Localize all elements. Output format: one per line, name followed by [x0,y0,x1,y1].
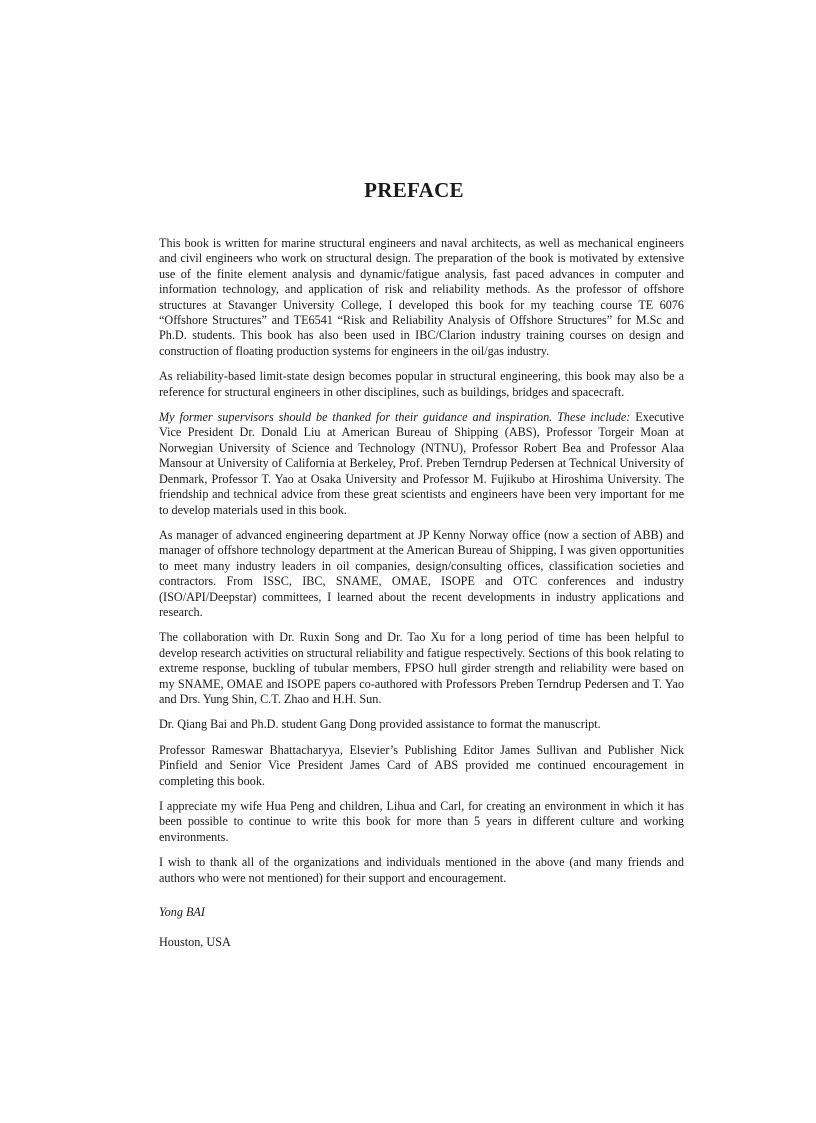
preface-body [159,236,684,896]
paragraph-family: I appreciate my wife Hua Peng and children, Lihua and Carl, for creating an environment in which it has been possible to continue to write this book for more than 5 years in different culture and working environments. [159,799,684,844]
paragraph-reliability: As reliability-based limit-state design becomes popular in structural engineering, this book may also be a reference for structural engineers in other disciplines, such as buildings, bridges and spacecraft. [159,369,684,399]
paragraph-encouragement: Professor Rameswar Bhattacharyya, Elsevier’s Publishing Editor James Sullivan and Publisher Nick Pinfield and Senior Vice President James Card of ABS provided me continued encouragement in completing this book. [159,742,684,788]
author-name: Yong BAI [159,905,205,919]
author-location: Houston, USA [159,935,231,949]
paragraph-intro: This book is written for marine structural engineers and naval architects, as well as mechanical engineers and civil engineers who work on structural design. The preparation of the book is motivated by extensive use of the finite element analysis and dynamic/fatigue analysis, fast paced advances in computer and information technology, and application of risk and reliability methods. As the professor of offshore structures at Stavanger University College, I developed this book for my teaching course TE 6076 “Offshore Structures” and TE6541 “Risk and Reliability Analysis of Offshore Structures” for M.Sc and Ph.D. students. This book has also been used in IBC/Clarion industry training courses on design and construction of floating production systems for engineers in the oil/gas industry. [159,236,684,358]
paragraph-manager: As manager of advanced engineering department at JP Kenny Norway office (now a section of ABB) and manager of offshore technology department at the American Bureau of Shipping, I was given opportunities to meet many industry leaders in oil companies, design/consulting offices, classification societies and contractors. From ISSC, IBC, SNAME, OMAE, ISOPE and OTC conferences and industry (ISO/API/Deepstar) committees, I learned about the recent developments in industry applications and research. [159,527,684,619]
supervisors-list: Executive Vice President Dr. Donald Liu at American Bureau of Shipping (ABS), Professor Torgeir Moan at Norwegian University of Science and Technology (NTNU), Professor Robert Bea and Professor Alaa Mansour at University of California at Berkeley, Prof. Preben Terndrup Pedersen at Technical University of Denmark, Professor T. Yao at Osaka University and Professor M. Fujikubo at Hiroshima University. The friendship and technical advice from these great scientists and engineers have been very important for me to develop materials used in this book. [159,410,685,517]
supervisors-lead: My former supervisors should be thanked for their guidance and inspiration. These include: [159,410,631,425]
page-title: PREFACE [364,178,464,202]
paragraph-supervisors [159,410,684,518]
paragraph-collaboration: The collaboration with Dr. Ruxin Song and Dr. Tao Xu for a long period of time has been helpful to develop research activities on structural reliability and fatigue respectively. Sections of this book relating to extreme response, buckling of tubular members, FPSO hull girder strength and reliability were based on my SNAME, OMAE and ISOPE papers co-authored with Professors Preben Terndrup Pedersen and T. Yao and Drs. Yung Shin, C.T. Zhao and H.H. Sun. [159,630,684,706]
paragraph-format-assistance: Dr. Qiang Bai and Ph.D. student Gang Dong provided assistance to format the manuscript. [159,717,601,732]
paragraph-thanks: I wish to thank all of the organizations and individuals mentioned in the above (and many friends and authors who were not mentioned) for their support and encouragement. [159,855,684,885]
